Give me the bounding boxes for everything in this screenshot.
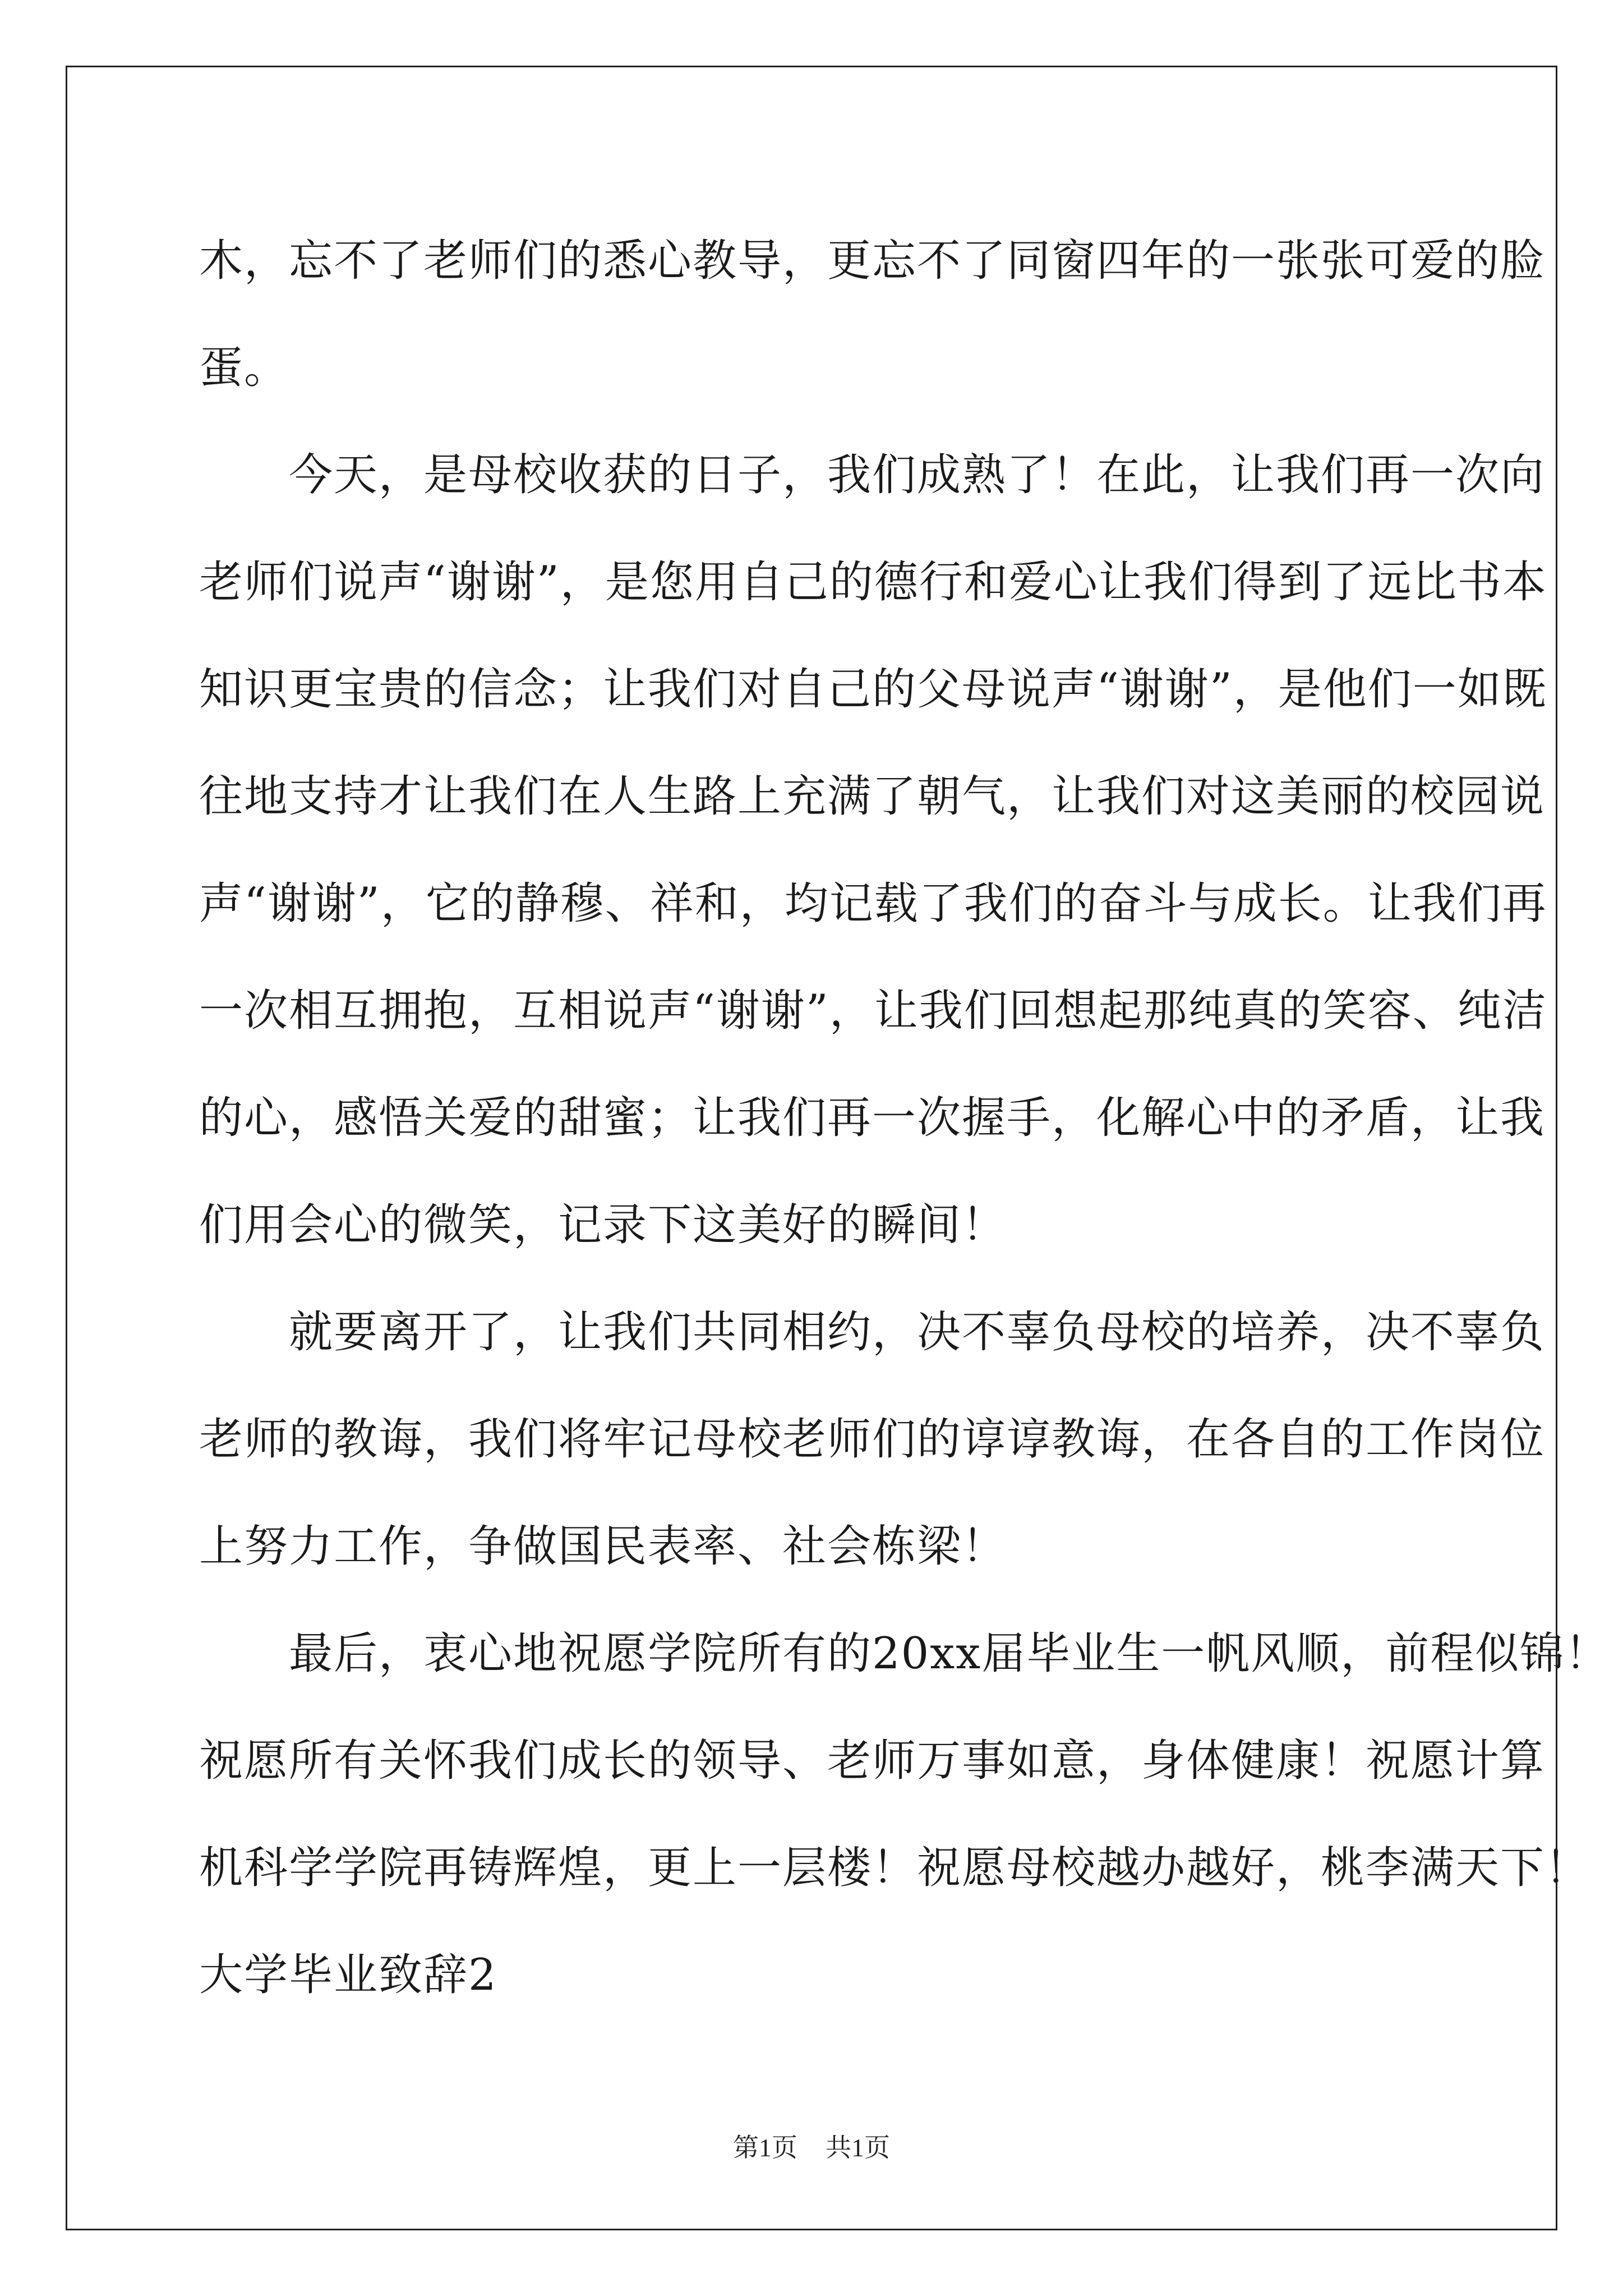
text-line: 蛋。 xyxy=(199,343,289,393)
text-line: 老师的教诲，我们将牢记母校老师们的谆谆教诲，在各自的工作岗位 xyxy=(199,1414,1546,1465)
document-body xyxy=(199,208,1610,2029)
text-line: 就要离开了，让我们共同相约，决不辜负母校的培养，决不辜负 xyxy=(199,1307,1546,1358)
text-line: 往地支持才让我们在人生路上充满了朝气，让我们对这美丽的校园说 xyxy=(199,771,1546,822)
text-line: 上努力工作，争做国民表率、社会栋梁！ xyxy=(199,1521,1007,1572)
text-line: 机科学学院再铸辉煌，更上一层楼！祝愿母校越办越好，桃李满天下！ xyxy=(199,1843,1590,1893)
text-line: 的心，感悟关爱的甜蜜；让我们再一次握手，化解心中的矛盾，让我 xyxy=(199,1093,1546,1143)
text-line: 木，忘不了老师们的悉心教导，更忘不了同窗四年的一张张可爱的脸 xyxy=(199,236,1546,286)
text-line: 声“谢谢”，它的静穆、祥和，均记载了我们的奋斗与成长。让我们再 xyxy=(199,878,1547,929)
text-line: 老师们说声“谢谢”，是您用自己的德行和爱心让我们得到了远比书本 xyxy=(199,557,1547,608)
text-line: 一次相互拥抱，互相说声“谢谢”，让我们回想起那纯真的笑容、纯洁 xyxy=(199,986,1547,1036)
page-footer xyxy=(0,2127,1623,2164)
section-heading: 大学毕业致辞2 xyxy=(199,1950,497,2000)
text-line: 最后，衷心地祝愿学院所有的20xx届毕业生一帆风顺，前程似锦！ xyxy=(199,1628,1610,1679)
page-number: 第1页 xyxy=(733,2133,797,2162)
text-line: 祝愿所有关怀我们成长的领导、老师万事如意，身体健康！祝愿计算 xyxy=(199,1736,1546,1786)
text-line: 今天，是母校收获的日子，我们成熟了！在此，让我们再一次向 xyxy=(199,450,1546,500)
text-line: 们用会心的微笑，记录下这美好的瞬间！ xyxy=(199,1200,1007,1250)
text-line: 知识更宝贵的信念；让我们对自己的父母说声“谢谢”，是他们一如既 xyxy=(199,664,1547,715)
page-total: 共1页 xyxy=(826,2133,890,2162)
